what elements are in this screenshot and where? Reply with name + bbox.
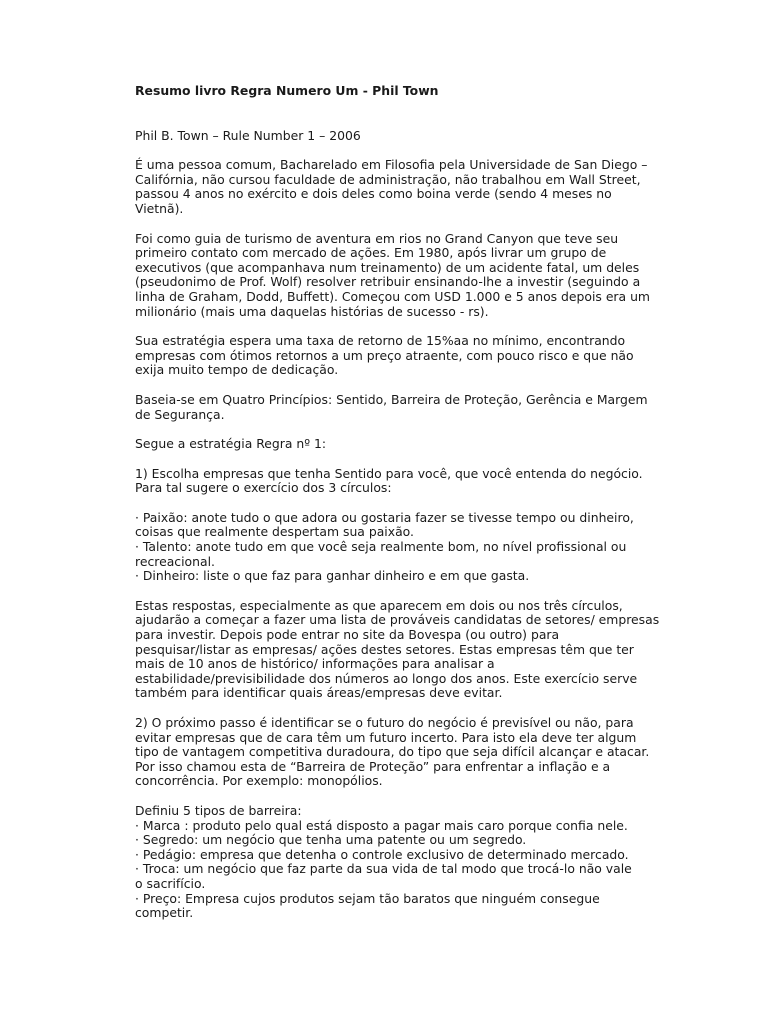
paragraph: [135, 465, 643, 496]
text-line: também para identificar quais áreas/empresas deve evitar.: [135, 685, 503, 701]
text-line: Estas respostas, especialmente as que aparecem em dois ou nos três círculos,: [135, 597, 623, 613]
text-line: de Segurança.: [135, 406, 225, 422]
text-line: · Marca : produto pelo qual está disposto a pagar mais caro porque confia nele.: [135, 817, 628, 833]
text-line: milionário (mais uma daquelas histórias de sucesso - rs).: [135, 303, 489, 319]
text-line: tipo de vantagem competitiva duradoura, do tipo que seja difícil alcançar e atacar.: [135, 744, 650, 760]
document-subtitle: Phil B. Town – Rule Number 1 – 2006: [135, 127, 361, 143]
text-line: Para tal sugere o exercício dos 3 círculos:: [135, 480, 392, 496]
text-line: recreacional.: [135, 553, 215, 569]
text-line: Baseia-se em Quatro Princípios: Sentido, Barreira de Proteção, Gerência e Margem: [135, 391, 648, 407]
text-line: competir.: [135, 905, 194, 921]
text-line: o sacrifício.: [135, 875, 206, 891]
text-line: · Preço: Empresa cujos produtos sejam tão baratos que ninguém consegue: [135, 890, 600, 906]
text-line: ajudarão a começar a fazer uma lista de prováveis candidatas de setores/ empresas: [135, 612, 660, 628]
text-line: mais de 10 anos de histórico/ informações para analisar a: [135, 656, 495, 672]
text-line: Sua estratégia espera uma taxa de retorno de 15%aa no mínimo, encontrando: [135, 333, 626, 349]
document-body: [135, 157, 660, 921]
paragraph: [135, 334, 640, 378]
text-line: para investir. Depois pode entrar no site da Bovespa (ou outro) para: [135, 627, 560, 643]
paragraph: [135, 511, 640, 584]
paragraph: [135, 391, 648, 422]
text-line: Foi como guia de turismo de aventura em rios no Grand Canyon que teve seu: [135, 230, 619, 246]
paragraph: [135, 715, 650, 789]
text-line: passou 4 anos no exército e dois deles como boina verde (sendo 4 meses no: [135, 186, 612, 202]
document-page: [135, 83, 660, 936]
text-line: 2) O próximo passo é identificar se o futuro do negócio é previsível ou não, para: [135, 715, 634, 730]
text-line: exija muito tempo de dedicação.: [135, 362, 339, 378]
text-line: coisas que realmente despertam sua paixão.: [135, 524, 414, 540]
text-line: · Troca: um negócio que faz parte da sua vida de tal modo que trocá-lo não vale: [135, 861, 632, 877]
text-line: executivos (que acompanhava num treinamento) de um acidente fatal, um deles: [135, 259, 640, 275]
text-line: (pseudonimo de Prof. Wolf) resolver retribuir ensinando-lhe a investir (seguindo a: [135, 274, 641, 290]
text-line: É uma pessoa comum, Bacharelado em Filosofia pela Universidade de San Diego –: [135, 157, 648, 173]
paragraph: [135, 437, 640, 452]
text-line: empresas com ótimos retornos a um preço atraente, com pouco risco e que não: [135, 347, 634, 363]
text-line: Definiu 5 tipos de barreira:: [135, 802, 302, 818]
text-line: 1) Escolha empresas que tenha Sentido para você, que você entenda do negócio.: [135, 465, 643, 481]
text-line: pesquisar/listar as empresas/ ações destes setores. Estas empresas têm que ter: [135, 641, 634, 657]
text-line: primeiro contato com mercado de ações. Em 1980, após livrar um grupo de: [135, 245, 607, 261]
text-line: estabilidade/previsibilidade dos números ao longo dos anos. Este exercício serve: [135, 670, 638, 686]
text-line: · Pedágio: empresa que detenha o controle exclusivo de determinado mercado.: [135, 846, 629, 862]
text-line: concorrência. Por exemplo: monopólios.: [135, 773, 383, 789]
text-line: evitar empresas que de cara têm um futuro incerto. Para isto ela deve ter algum: [135, 729, 637, 745]
text-line: Por isso chamou esta de “Barreira de Proteção” para enfrentar a inflação e a: [135, 758, 611, 774]
paragraph: [135, 804, 640, 921]
text-line: · Segredo: um negócio que tenha uma patente ou um segredo.: [135, 832, 527, 848]
text-line: · Talento: anote tudo em que você seja realmente bom, no nível profissional ou: [135, 539, 627, 555]
paragraph: [135, 597, 660, 701]
text-line: Califórnia, não cursou faculdade de administração, não trabalhou em Wall Street,: [135, 171, 641, 187]
paragraph: [135, 230, 650, 320]
text-line: · Dinheiro: liste o que faz para ganhar dinheiro e em que gasta.: [135, 568, 530, 584]
text-line: linha de Graham, Dodd, Buffett). Começou com USD 1.000 e 5 anos depois era um: [135, 288, 650, 304]
text-line: · Paixão: anote tudo o que adora ou gostaria fazer se tivesse tempo ou dinheiro,: [135, 509, 634, 525]
text-line: Segue a estratégia Regra nº 1:: [135, 436, 327, 452]
document-title: Resumo livro Regra Numero Um - Phil Town: [135, 83, 439, 98]
text-line: Vietnã).: [135, 200, 184, 216]
paragraph: [135, 157, 648, 216]
